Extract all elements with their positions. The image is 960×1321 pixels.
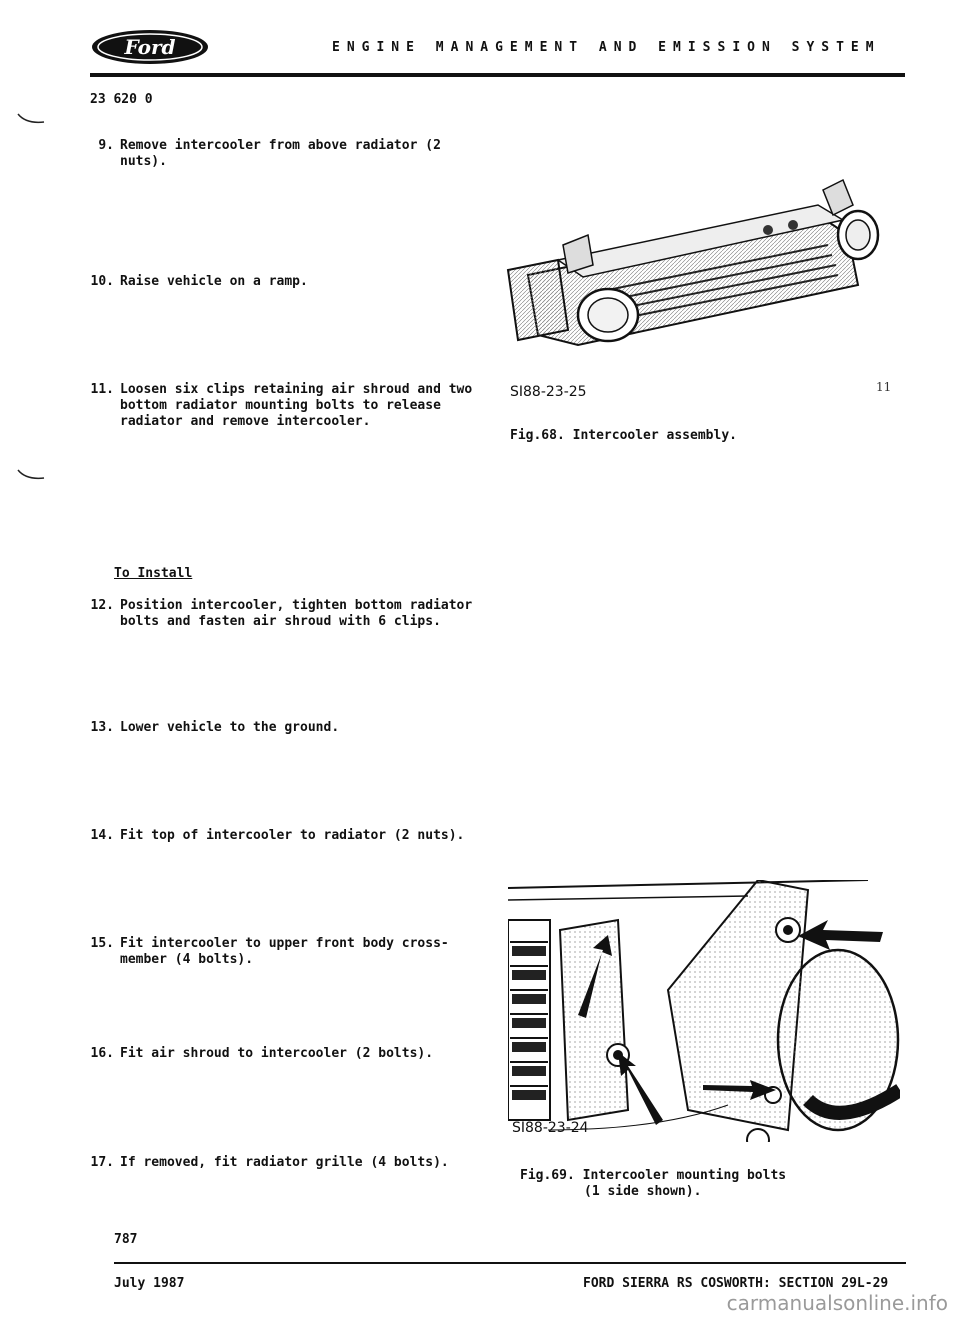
page-number: 787 xyxy=(114,1232,138,1247)
step-13: 13. Lower vehicle to the ground. xyxy=(90,720,340,735)
step-15: 15. Fit intercooler to upper front body cross- member (4 bolts). xyxy=(90,936,449,967)
footer-date: July 1987 xyxy=(114,1276,185,1291)
figure-69-code: SI88-23-24 xyxy=(512,1120,589,1136)
step-16: 16. Fit air shroud to intercooler (2 bolts). xyxy=(90,1046,434,1061)
footer-rule xyxy=(114,1262,906,1264)
intercooler-assembly-illustration xyxy=(498,175,883,355)
header-rule xyxy=(90,73,905,77)
margin-mark xyxy=(16,468,46,482)
document-reference: 23 620 0 xyxy=(90,92,153,107)
install-heading: To Install xyxy=(114,566,193,581)
ford-logo xyxy=(90,28,210,66)
step-14: 14. Fit top of intercooler to radiator (2 nuts). xyxy=(90,828,465,843)
figure-68-caption: Fig.68. Intercooler assembly. xyxy=(510,428,737,443)
step-10: 10. Raise vehicle on a ramp. xyxy=(90,274,308,289)
figure-68-side-mark: 11 xyxy=(876,380,892,394)
footer-section: FORD SIERRA RS COSWORTH: SECTION 29L-29 xyxy=(583,1276,889,1291)
step-11: 11. Loosen six clips retaining air shroud and two bottom radiator mounting bolts to release radiator and remove intercooler. xyxy=(90,382,473,429)
step-12: 12. Position intercooler, tighten bottom radiator bolts and fasten air shroud with 6 clips. xyxy=(90,598,473,629)
step-17: 17. If removed, fit radiator grille (4 bolts). xyxy=(90,1155,449,1170)
watermark: carmanualsonline.info xyxy=(726,1291,948,1315)
figure-68-code: SI88-23-25 xyxy=(510,384,587,400)
figure-69-caption: Fig.69. Intercooler mounting bolts (1 side shown). xyxy=(520,1168,787,1199)
step-9: 9. Remove intercooler from above radiator (2 nuts). xyxy=(98,138,441,169)
page-header-title: ENGINE MANAGEMENT AND EMISSION SYSTEM xyxy=(332,40,881,55)
logo-text: Ford xyxy=(124,35,176,59)
margin-mark xyxy=(16,112,46,126)
intercooler-mounting-bolts-illustration xyxy=(508,880,900,1142)
